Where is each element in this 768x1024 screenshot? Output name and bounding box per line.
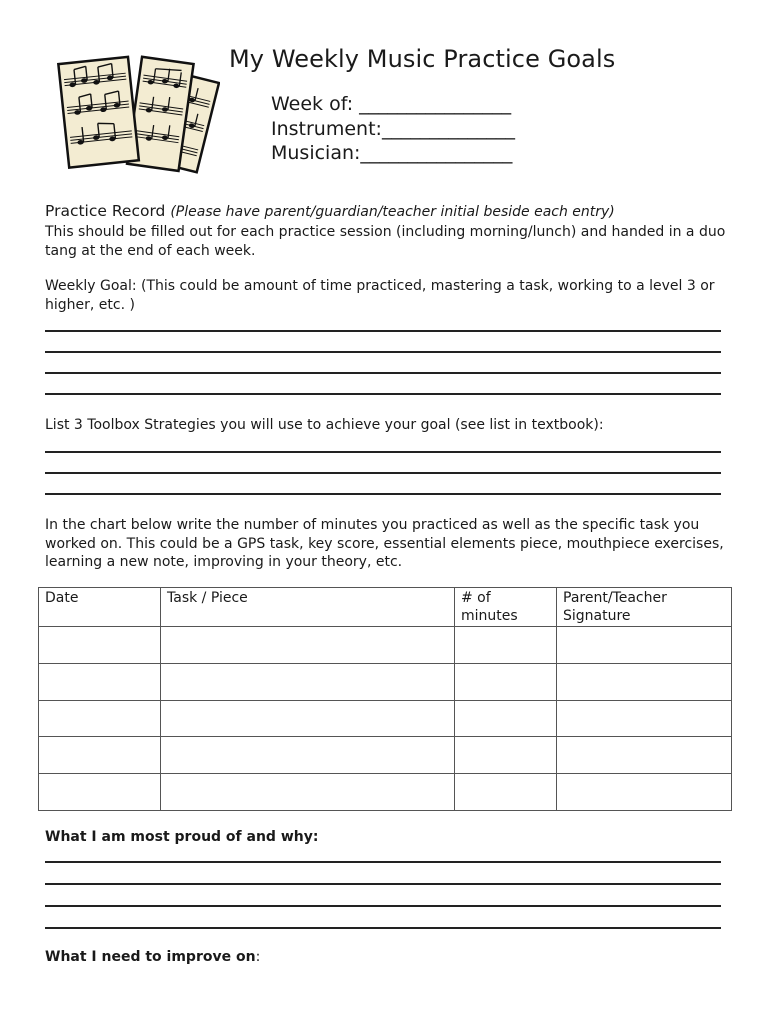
practice-record-heading <box>45 202 615 222</box>
table-header-row <box>39 588 732 627</box>
practice-record-title: Practice Record <box>45 202 166 220</box>
task-cell[interactable] <box>161 774 455 811</box>
table-row <box>39 737 732 774</box>
improve-colon: : <box>255 949 261 965</box>
weekly-goal-line[interactable] <box>45 393 721 395</box>
signature-column-header: Parent/Teacher Signature <box>557 588 732 627</box>
proud-line[interactable] <box>45 905 721 907</box>
task-cell[interactable] <box>161 737 455 774</box>
toolbox-line[interactable] <box>45 451 721 453</box>
toolbox-line[interactable] <box>45 493 721 495</box>
task-cell[interactable] <box>161 663 455 700</box>
minutes-column-header: # of minutes <box>455 588 557 627</box>
toolbox-prompt: List 3 Toolbox Strategies you will use to achieve your goal (see list in textbook): <box>45 417 604 433</box>
date-cell[interactable] <box>39 737 161 774</box>
weekly-goal-prompt: Weekly Goal: (This could be amount of time practiced, mastering a task, working to a level 3 or higher, etc. ) <box>45 278 715 313</box>
instrument-field[interactable]: Instrument:______________ <box>271 118 515 140</box>
minutes-cell[interactable] <box>455 700 557 737</box>
minutes-cell[interactable] <box>455 737 557 774</box>
page-title: My Weekly Music Practice Goals <box>229 45 616 73</box>
improve-prompt <box>45 948 260 967</box>
date-cell[interactable] <box>39 774 161 811</box>
weekly-goal-line[interactable] <box>45 351 721 353</box>
table-row <box>39 663 732 700</box>
proud-line[interactable] <box>45 883 721 885</box>
signature-cell[interactable] <box>557 663 732 700</box>
weekly-goal-line[interactable] <box>45 372 721 374</box>
signature-cell[interactable] <box>557 700 732 737</box>
proud-line[interactable] <box>45 927 721 929</box>
table-row <box>39 700 732 737</box>
toolbox-line[interactable] <box>45 472 721 474</box>
minutes-cell[interactable] <box>455 663 557 700</box>
minutes-cell[interactable] <box>455 774 557 811</box>
practice-log-table <box>38 587 732 811</box>
task-cell[interactable] <box>161 700 455 737</box>
date-cell[interactable] <box>39 700 161 737</box>
signature-cell[interactable] <box>557 737 732 774</box>
signature-cell[interactable] <box>557 627 732 664</box>
task-column-header: Task / Piece <box>161 588 455 627</box>
improve-label: What I need to improve on <box>45 949 256 965</box>
signature-cell[interactable] <box>557 774 732 811</box>
chart-instructions: In the chart below write the number of minutes you practiced as well as the specific task you worked on. This could be a GPS task, key score, essential elements piece, mouthpiece exercises, learning a new note, improving in your theory, etc. <box>45 517 724 570</box>
weekly-goal-line[interactable] <box>45 330 721 332</box>
musician-field[interactable]: Musician:________________ <box>271 142 513 164</box>
table-row <box>39 774 732 811</box>
date-cell[interactable] <box>39 627 161 664</box>
task-cell[interactable] <box>161 627 455 664</box>
sheet-music-icon <box>56 46 220 180</box>
practice-record-note: (Please have parent/guardian/teacher initial beside each entry) <box>170 204 615 220</box>
proud-prompt: What I am most proud of and why: <box>45 829 319 845</box>
table-row <box>39 627 732 664</box>
date-column-header: Date <box>39 588 161 627</box>
practice-record-instructions: This should be filled out for each practice session (including morning/lunch) and handed in a duo tang at the end of each week. <box>45 224 726 259</box>
minutes-cell[interactable] <box>455 627 557 664</box>
proud-line[interactable] <box>45 861 721 863</box>
week-of-field[interactable]: Week of: ________________ <box>271 93 512 115</box>
date-cell[interactable] <box>39 663 161 700</box>
